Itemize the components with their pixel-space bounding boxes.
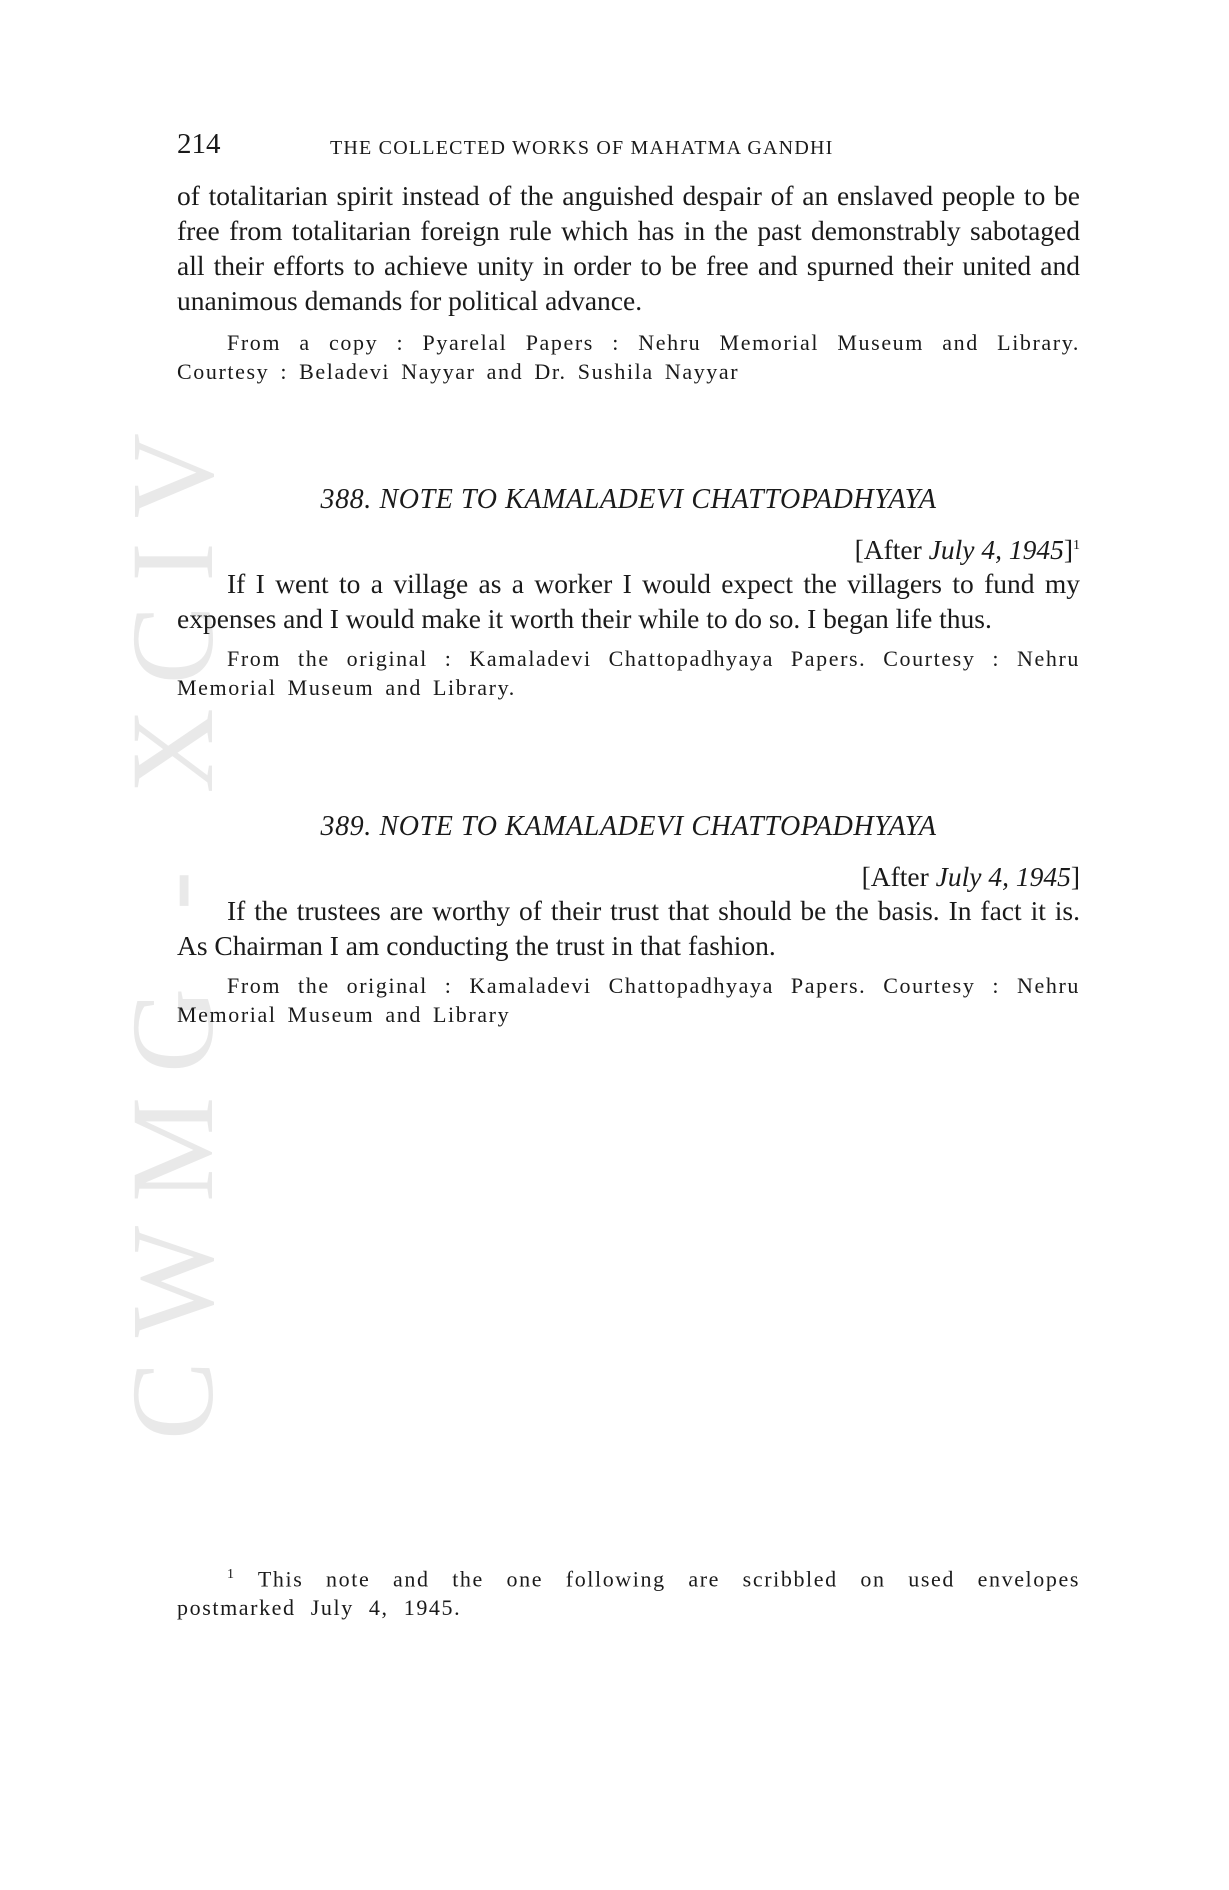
date-italic: July 4, 1945 (935, 861, 1071, 892)
item-heading: 389. NOTE TO KAMALADEVI CHATTOPADHYAYA (320, 811, 937, 842)
item-body: If I went to a village as a worker I would expect the villagers to fund my expenses and I would make it worth their while to do so. I began life thus. (177, 568, 1080, 634)
running-title: THE COLLECTED WORKS OF MAHATMA GANDHI (330, 137, 834, 159)
footnote-ref[interactable]: 1 (1073, 537, 1080, 553)
item-body: If the trustees are worthy of their trust that should be the basis. In fact it is. As Chairman I am conducting the trust in that fashion. (177, 895, 1080, 961)
item-388 (177, 484, 1080, 702)
footnote-text: This note and the one following are scribbled on used envelopes postmarked July 4, 1945. (177, 1566, 1080, 1621)
item-source: From the original : Kamaladevi Chattopadhyaya Papers. Courtesy : Nehru Memorial Museum and Library. (177, 646, 1080, 700)
continuation-text: of totalitarian spirit instead of the anguished despair of an enslaved people to be free from totalitarian foreign rule which has in the past demonstrably sabotaged all their efforts to achieve unity in order to be free and spurned their united and unanimous demands for political advance. (177, 180, 1080, 316)
item-heading: 388. NOTE TO KAMALADEVI CHATTOPADHYAYA (320, 484, 937, 515)
page-number: 214 (177, 128, 221, 160)
item-389 (177, 811, 1080, 1029)
date-suffix: ] (1070, 861, 1080, 892)
watermark-text: CWMG - XCIV (107, 409, 238, 1440)
date-prefix: [After (861, 861, 936, 892)
footnote-section (177, 1560, 1080, 1622)
item-date (177, 861, 1080, 893)
continuation-source: From a copy : Pyarelal Papers : Nehru Memorial Museum and Library. Courtesy : Beladevi Nayyar and Dr. Sushila Nayyar (177, 330, 1080, 384)
date-suffix: ] (1063, 534, 1073, 565)
item-date (177, 534, 1080, 566)
continuation-section (177, 178, 1080, 386)
footnote-marker: 1 (227, 1567, 236, 1582)
footnote (177, 1560, 1080, 1622)
page-header (177, 128, 1080, 168)
item-source: From the original : Kamaladevi Chattopadhyaya Papers. Courtesy : Nehru Memorial Museum and Library (177, 973, 1080, 1027)
date-italic: July 4, 1945 (928, 534, 1064, 565)
date-prefix: [After (854, 534, 929, 565)
